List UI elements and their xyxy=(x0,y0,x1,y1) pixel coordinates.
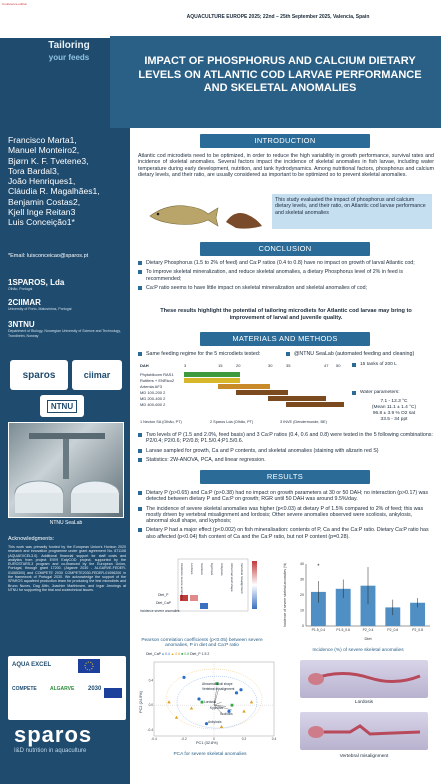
pca-loading-label: Scoliosis xyxy=(220,712,233,716)
water-value: (Mean 11.1 ± 1.4 °C) xyxy=(371,405,417,410)
pca-point xyxy=(190,706,193,709)
ciimar-logo xyxy=(72,360,122,390)
heatmap-colorbar xyxy=(252,561,257,609)
conclusion-list xyxy=(138,260,434,294)
pca-point xyxy=(242,710,245,713)
affiliation-name: 2CIIMAR xyxy=(8,298,41,307)
x-tick-label: P2_0.8 xyxy=(412,628,423,632)
author: João Henriques1, xyxy=(8,176,76,187)
pca-point xyxy=(182,676,185,679)
heatmap-caption: Pearson correlation coefficients (p<0.05) between severe anomalies, P in diet and Ca:P ratio xyxy=(141,638,263,648)
dah-tick: 20 xyxy=(236,363,241,368)
pca-x-tick: -0.4 xyxy=(151,737,157,741)
bar-chart-svg xyxy=(280,556,436,646)
source-note: 2 Sparos Lda (Olhão, PT) xyxy=(210,420,254,424)
water-title: Water parameters: xyxy=(352,390,436,396)
lordosis-larva-illustration xyxy=(300,660,428,698)
md400-bar xyxy=(286,402,344,407)
feed-label: MD 200-400 2 xyxy=(140,396,166,401)
sparos-id-logo xyxy=(14,722,118,770)
dah-tick: 15 xyxy=(218,363,223,368)
tanks-note xyxy=(352,362,436,371)
affiliation-name: 3NTNU xyxy=(8,320,35,329)
legend-item: ■ 0.8 xyxy=(181,652,190,656)
tagline-line-1: Tailoring xyxy=(48,40,90,51)
sidebar-tagline xyxy=(14,40,124,64)
pca-point xyxy=(167,700,170,703)
heatmap-cell xyxy=(190,595,198,601)
rotifer-bar xyxy=(184,378,240,383)
md200-bar xyxy=(268,396,326,401)
legend-label: 0.4 xyxy=(165,652,170,656)
heatmap-col-label: Vertebral misalignment xyxy=(240,563,244,594)
eu-stars-icon xyxy=(78,659,100,673)
methods-heading: MATERIALS AND METHODS xyxy=(200,332,370,346)
results-list xyxy=(138,490,434,543)
author: Benjamin Costas2, xyxy=(8,196,81,207)
legend-label: 2 xyxy=(207,652,210,656)
eu-flag-icon xyxy=(78,659,100,673)
methods-lab-note xyxy=(286,351,436,360)
legend-label: 1.5 xyxy=(201,652,207,656)
pca-x-tick: 0 xyxy=(213,737,215,741)
source-note: 3 INVE (Dendermonde, BE) xyxy=(280,420,327,424)
significance-label: * xyxy=(317,564,320,570)
author: Bjørn K. F. Tvetene3, xyxy=(8,155,89,166)
methods-feeding-note xyxy=(138,351,288,360)
y-tick-label: 40 xyxy=(300,562,304,567)
pca-point xyxy=(239,688,242,691)
y-tick-label: 20 xyxy=(300,593,304,598)
sealab-photo xyxy=(8,422,124,518)
heatmap-row-label: Diet_P xyxy=(158,593,169,597)
pca-point xyxy=(201,701,204,704)
dah-tick: 3 xyxy=(184,363,187,368)
conclusion-highlight: These results highlight the potential of tailoring microdiets for Atlantic cod larvae may bring to improvement of larval and juvenile quality. xyxy=(160,308,412,321)
lordosis-photo xyxy=(300,660,428,698)
author: Manuel Monteiro2, xyxy=(8,145,80,156)
author-list xyxy=(8,135,126,228)
author: Francisco Marta1, xyxy=(8,135,77,145)
correlation-heatmap xyxy=(140,555,264,635)
cod-fish-icon xyxy=(146,196,266,236)
bar-chart-caption: Incidence (%) of severe skeletal anomalies xyxy=(312,648,404,653)
pca-caption: PCA for severe skeletal anomalies xyxy=(173,752,247,757)
phyto-bar xyxy=(184,372,240,377)
pca-loading-label: Vertebral misalignment xyxy=(202,687,235,691)
feed-label: Rotifers + ENRico2 xyxy=(140,378,175,383)
y-axis-label: Incidence of severe skeletal anomalies (%) xyxy=(283,562,287,628)
ciimar-logo-text: ciimar xyxy=(83,370,111,380)
heatmap-col-label: Ankylosis xyxy=(220,563,224,576)
pca-x-tick: 0.2 xyxy=(241,737,247,741)
pca-xlabel: PC1 (32.8%) xyxy=(196,741,218,745)
x-tick-label: P1.5_0.6 xyxy=(336,628,350,632)
conclusion-item: To improve skeletal mineralization, and reduce skeletal anomalies, a dietary Phosphorus level of 2% in feed is recommended; xyxy=(138,269,434,282)
lordosis-caption: Lordosis xyxy=(354,700,374,705)
methods-item: Same feeding regime for the 5 microdiets tested: xyxy=(138,351,288,357)
x-tick-label: P1.5_0.4 xyxy=(311,628,326,632)
tanks-item: 15 tanks of 200 L xyxy=(352,362,436,368)
pca-x-tick: -0.2 xyxy=(181,737,187,741)
ntnu-logo-text: NTNU xyxy=(47,400,77,413)
feed-label: Phytoblloom RAS1 xyxy=(140,372,174,377)
heatmap-col-label: Kyphosis xyxy=(210,563,214,576)
methods-item: Statistics: 2W-ANOVA, PCA, and linear regression. xyxy=(138,457,434,463)
artemia-bar xyxy=(218,384,270,389)
affiliation-detail: Department of Biology, Norwegian University of Science and Technology, Trondheim, Norway xyxy=(8,329,121,338)
y-tick-label: 30 xyxy=(300,577,304,582)
conference-edition-tag: Conference edition xyxy=(2,2,28,6)
x-tick-label: P2_0.6 xyxy=(387,628,399,632)
author: Tora Bardal3, xyxy=(8,165,60,176)
dah-tick: 30 xyxy=(268,363,273,368)
methods-list xyxy=(138,432,434,466)
pca-legend xyxy=(146,652,209,656)
affiliation-detail: Olhão, Portugal xyxy=(8,287,33,291)
legend-item: ▲ 0.6 xyxy=(170,652,181,656)
results-item: Dietary P (p>0.65) and Ca:P (p>0.38) had no impact on growth parameters at 30 or 50 DAH; no interaction (p>0.17) was detected between dietary P and Ca:P on growth; RGR until 50 DAH was around 9.5%/day. xyxy=(138,490,434,503)
heatmap-col-label: Incidence severe anomalies xyxy=(180,563,184,601)
pca-ylabel: PC2 (24.9%) xyxy=(138,691,143,713)
author: Luis Conceição1* xyxy=(8,217,75,228)
heatmap-cell xyxy=(200,603,208,609)
feed-label: MD 100-200 2 xyxy=(140,390,166,395)
cod-fish-illustration xyxy=(146,196,266,236)
funder-logos xyxy=(8,656,126,720)
affiliation-ntnu xyxy=(8,320,126,338)
y-tick-label: 10 xyxy=(300,608,304,613)
heatmap-col-label: Abnormal skull shape xyxy=(230,563,234,592)
dah-label: DAH xyxy=(140,363,149,368)
conclusion-item: Dietary Phosphorus (1.5 to 2% of feed) and Ca:P ratios (0.4 to 0.8) have no impact on growth of larval Atlantic cod; xyxy=(138,260,434,266)
poster-title: IMPACT OF PHOSPHORUS AND CALCIUM DIETARY LEVELS ON ATLANTIC COD LARVAE PERFORMANCE AND SKELETAL ANOMALIES xyxy=(138,55,422,94)
tagline-line-2: your feeds xyxy=(48,53,90,62)
x-axis-label: Diet xyxy=(364,636,372,641)
pca-x-tick: 0.4 xyxy=(271,737,277,741)
vertebral-misalignment-photo xyxy=(300,712,428,750)
pca-loading-label: Lordosis xyxy=(204,700,217,704)
sealab-caption: NTNU SeaLab xyxy=(49,520,83,526)
legend-label: 0.8 xyxy=(184,652,190,656)
pca-point xyxy=(220,725,223,728)
water-value: 33.5 - 34 ppt xyxy=(380,417,408,422)
pca-point xyxy=(175,716,178,719)
affiliation-detail: University of Porto, Matosinhos, Portugal xyxy=(8,307,72,311)
water-parameters xyxy=(352,390,436,423)
water-value: 7.1 - 12.3 °C xyxy=(380,399,408,404)
introduction-text: Atlantic cod microdiets need to be optimized, in order to reduce the high variability in growth performance, survival rates and incidence of skeletal anomalies. Several factors impact the incidence of skeletal anomalies in fish larvae, including water temperature during early development, nutrition, and tank hydrodynamics. Among nutritional factors, phosphorus and calcium dietary levels, and their ratio, are usually considered as important to be optimized so to prevent skeletal anomalies. xyxy=(138,153,434,178)
incidence-bar-chart xyxy=(280,556,436,646)
compete-logo: COMPETE xyxy=(12,686,37,692)
results-item: The incidence of severe skeletal anomalies was higher (p<0.03) at dietary P of 1.5% compared to 2% of feed; this was mostly driven by vertebral misalignment and lordosis; Other severe anomalies observed were scoliosis, ankylosis, abnormal skull shape, and kyphosis; xyxy=(138,506,434,525)
methods-item: Larvae sampled for growth, Ca and P contents, and skeletal anomalies (staining with alizarin red S) xyxy=(138,448,434,454)
heatmap-row-label: Diet_CaP xyxy=(156,601,171,605)
acknowledgments-title: Acknowledgments: xyxy=(8,536,55,542)
introduction-heading: INTRODUCTION xyxy=(200,134,370,148)
conference-info: AQUACULTURE EUROPE 2025; 22nd – 25th September 2025, Valencia, Spain xyxy=(186,14,370,20)
pca-y-tick: 0.4 xyxy=(148,678,153,683)
heatmap-row-label: Incidence severe anomalies xyxy=(140,609,180,613)
affiliation-name: 1SPAROS, Lda xyxy=(8,278,65,287)
heatmap-col-label: Scoliosis xyxy=(200,563,204,575)
pca-point xyxy=(235,691,238,694)
study-aim-box: This study evaluated the impact of phosphorus and calcium dietary levels, and their ratio, on Atlantic cod larvae performance and skeletal anomalies xyxy=(272,194,432,229)
dah-tick: 35 xyxy=(286,363,291,368)
dah-tick: 50 xyxy=(336,363,341,368)
results-item: Dietary P had a major effect (p<0.002) on fish mineralisation: contents of P, Ca and the Ca:P ratio. Dietary Ca:P ratio has also affected (p<0.04) fish content of Ca and the Ca:P ratio, but not P content (p=0.28). xyxy=(138,527,434,540)
water-value: 96.8 ± 3.9 % O2 sat xyxy=(372,411,416,416)
misalignment-caption: Vertebral misalignment xyxy=(339,754,389,759)
pca-y-tick: 0.0 xyxy=(148,703,153,708)
sparos-id-subline: I&D nutrition in aquaculture xyxy=(14,748,87,754)
methods-item: @NTNU SeaLab (automated feeding and cleaning) xyxy=(286,351,436,357)
feed-label: MD 400-600 2 xyxy=(140,402,166,407)
contact-email[interactable]: *Email: luisconceicao@sparos.pt xyxy=(8,253,89,259)
misalignment-larva-illustration xyxy=(300,712,428,750)
pca-y-tick: -0.4 xyxy=(147,727,153,732)
sparos-logo-text: sparos xyxy=(22,369,56,381)
legend-title: Diet_P xyxy=(190,652,201,656)
sparos-logo xyxy=(10,360,68,390)
author: Kjell Inge Reitan3 xyxy=(8,207,76,218)
heatmap-col-label: Lordosis xyxy=(190,563,194,575)
affiliation-sparos xyxy=(8,278,126,292)
pca-point xyxy=(197,697,200,700)
dah-tick: 47 xyxy=(324,363,329,368)
portugal-2030-logo: 2030 xyxy=(88,686,102,692)
source-note: 1 Necton SA (Olhão, PT) xyxy=(140,420,182,424)
pca-loading-label: Abnormal skull shape xyxy=(202,682,233,686)
ntnu-logo xyxy=(40,395,84,417)
conclusion-heading: CONCLUSION xyxy=(200,242,370,256)
author: Cláudia R. Magalhães1, xyxy=(8,186,100,197)
sparos-wordmark: sparos xyxy=(14,722,93,747)
conclusion-item: Ca:P ratio seems to have little impact on skeletal mineralization and skeletal anomalies of cod; xyxy=(138,285,434,291)
y-tick-label: 0 xyxy=(302,624,304,629)
legend-item: ● 0.4 xyxy=(161,652,170,656)
aquaexcel-logo: AQUA EXCEL xyxy=(12,662,52,668)
affiliation-ciimar xyxy=(8,298,126,312)
x-tick-label: P2_0.4 xyxy=(362,628,374,632)
methods-item: Two levels of P (1.5 and 2.0%, feed basis) and 3 Ca:P ratios (0.4, 0.6 and 0.8) were tested in the 5 following combinations: P2/0.4; P2/0.6; P2/0.8; P1.5/0.4;P1.5/0.6. xyxy=(138,432,434,445)
legend-label: 0.6 xyxy=(175,652,181,656)
feeding-regime-chart xyxy=(138,362,350,440)
algarve-logo: ALGARVE xyxy=(50,686,75,692)
results-heading: RESULTS xyxy=(200,470,370,484)
md100-bar xyxy=(236,390,288,395)
acknowledgments-text: This work was primarily funded by the European Union's Horizon 2020 research and innovation programme under grant agreement No. 871108 (AQUAEXCEL3.0). Additional financial support for staff costs and analytics from project E!0!9 EatyCOD project, supported by the EUROSTARS-3 program and co-financed by the European Union, Portugal, through grant 17200. (Algarve 2030 - ALGARVE-FEDER-01065300) and COMPETE 2030 COMPETE2030-FEDER-01096200 in the framework of Portugal 2030. We acknowledge the support of the SPAROS aquafeed production team for producing the test microdiets and Bruno Nunes, Dag Altin, Joachim Marthinsen, and Ingar Jennings at NTNU for supporting the trial and zootechnical issues. xyxy=(8,545,126,592)
eu-cofunded-icon xyxy=(104,688,122,698)
feed-label: Artemia AF3 xyxy=(140,384,163,389)
pca-loading-label: Ankylosis xyxy=(208,720,222,724)
pca-point xyxy=(250,700,253,703)
pca-chart xyxy=(140,650,280,750)
pca-point xyxy=(231,704,234,707)
legend-title: Diet_CaP xyxy=(146,652,161,656)
pca-loading-label: Kyphosis xyxy=(210,706,223,710)
sealab-tanks-illustration xyxy=(9,423,125,519)
